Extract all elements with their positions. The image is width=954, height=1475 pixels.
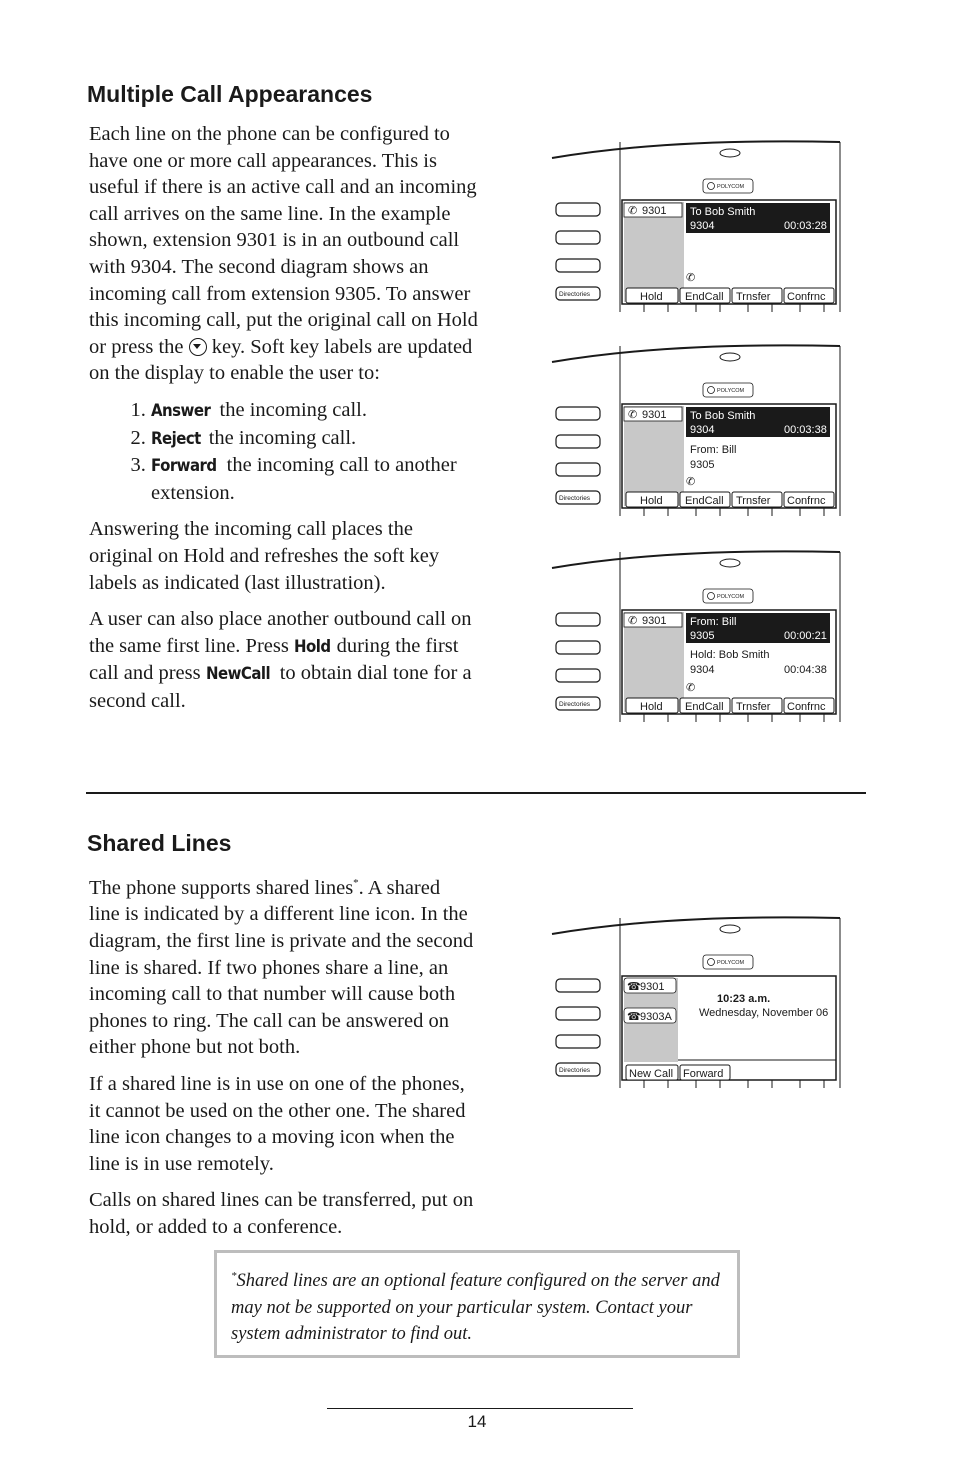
call-number: 9304 — [690, 220, 715, 232]
softkey-endcall: EndCall — [685, 701, 724, 713]
line-key-label-private: 9301 — [640, 981, 665, 993]
paragraph-text: Each line on the phone can be configured to have one or more call appearances. This is useful if there is an active call and an incoming call arrives on the same line. In the example shown, extension 9301 is in an outbound call with 9304. The second diagram shows an incoming call from extension 9305. To answer this incoming call, put the original call on Hold or press the — [89, 123, 478, 358]
polycom-logo: POLYCOM — [717, 594, 745, 600]
softkey-label-answer: Answer — [151, 400, 211, 421]
paragraph-text: to obtain dial tone for a second call. — [89, 662, 472, 712]
line-key-label-shared: 9303A — [640, 1011, 672, 1023]
softkey-forward: Forward — [683, 1068, 724, 1080]
paragraph-text: key. Soft key labels are updated on the display to enable the user to: — [89, 335, 473, 385]
incoming-party: From: Bill — [690, 444, 737, 456]
paragraph-text: The phone supports shared lines — [89, 876, 354, 899]
section1-body — [89, 121, 479, 724]
held-number: 9304 — [690, 664, 715, 676]
softkey-conference: Confrnc — [787, 291, 826, 303]
down-arrow-key-icon — [189, 338, 207, 356]
phone-diagram-2 — [550, 340, 842, 516]
directories-key: Directories — [559, 1067, 591, 1074]
handset-icon: ✆ — [686, 682, 696, 694]
line-key-label: 9301 — [642, 615, 667, 627]
phone-diagram-1 — [550, 136, 842, 312]
list-item — [151, 397, 479, 425]
idle-time: 10:23 a.m. — [717, 993, 771, 1005]
footnote-marker: * — [231, 1270, 237, 1282]
shared-line-icon: ☎ — [627, 1011, 641, 1023]
call-party: To Bob Smith — [690, 410, 756, 422]
softkey-conference: Confrnc — [787, 495, 826, 507]
directories-key: Directories — [559, 291, 591, 298]
polycom-logo: POLYCOM — [717, 388, 745, 394]
handset-icon: ✆ — [686, 272, 696, 284]
paragraph — [89, 870, 475, 1061]
softkey-label-hold: Hold — [293, 636, 331, 657]
paragraph: Calls on shared lines can be transferred, put on hold, or added to a conference. — [89, 1189, 474, 1238]
softkey-hold: Hold — [640, 701, 663, 713]
section-heading-multiple-call-appearances: Multiple Call Appearances — [87, 81, 373, 107]
held-party: Hold: Bob Smith — [690, 649, 770, 661]
handset-icon: ✆ — [686, 476, 696, 488]
list-item-text: the incoming call. — [214, 398, 367, 421]
call-party: From: Bill — [690, 616, 737, 628]
phone-diagram-3 — [550, 546, 842, 722]
call-timer: 00:00:21 — [784, 630, 827, 642]
footnote-box — [214, 1250, 740, 1358]
call-timer: 00:03:28 — [784, 220, 827, 232]
directories-key: Directories — [559, 701, 591, 708]
softkey-options-list — [89, 397, 479, 506]
softkey-transfer: Trnsfer — [736, 701, 771, 713]
list-item-text: the incoming call. — [203, 426, 357, 449]
paragraph-text: during the first call and press — [89, 634, 459, 685]
footnote-marker: * — [353, 877, 359, 889]
paragraph — [89, 606, 479, 714]
softkey-hold: Hold — [640, 291, 663, 303]
section2-body — [89, 870, 475, 1251]
line-key-label: 9301 — [642, 205, 667, 217]
section-heading-shared-lines: Shared Lines — [87, 830, 232, 856]
softkey-transfer: Trnsfer — [736, 291, 771, 303]
section-divider — [86, 792, 866, 794]
phone-icon: ✆ — [628, 615, 638, 627]
list-item — [151, 452, 479, 506]
directories-key: Directories — [559, 495, 591, 502]
call-party: To Bob Smith — [690, 206, 756, 218]
softkey-label-newcall: NewCall — [205, 664, 270, 685]
phone-diagram-shared-lines — [550, 912, 842, 1088]
incoming-number: 9305 — [690, 459, 715, 471]
softkey-label-forward: Forward — [151, 456, 217, 477]
list-item-text: the incoming call to another extension. — [151, 454, 457, 504]
softkey-endcall: EndCall — [685, 495, 724, 507]
page-number: 14 — [467, 1412, 487, 1431]
footer-rule — [327, 1408, 633, 1409]
softkey-new-call: New Call — [629, 1068, 674, 1080]
paragraph — [89, 121, 479, 387]
private-line-icon: ☎ — [627, 981, 641, 993]
softkey-hold: Hold — [640, 495, 663, 507]
paragraph-text: . A shared line is indicated by a different line icon. In the diagram, the first line is private and the second line is shared. If two phones share a line, an incoming call to that number will cause both phones to ring. The call can be answered on either phone but not both. — [89, 876, 474, 1059]
ringing-phone-icon: ✆ — [628, 409, 638, 421]
paragraph-text: A user can also place another outbound call on the same first line. Press — [89, 608, 472, 657]
softkey-conference: Confrnc — [787, 701, 826, 713]
line-key-label: 9301 — [642, 409, 667, 421]
list-item — [151, 425, 479, 453]
call-timer: 00:03:38 — [784, 424, 827, 436]
idle-date: Wednesday, November 06 — [699, 1007, 829, 1019]
paragraph: Answering the incoming call places the original on Hold and refreshes the soft key labels as indicated (last illustration). — [89, 518, 440, 594]
phone-icon: ✆ — [628, 205, 638, 217]
softkey-endcall: EndCall — [685, 291, 724, 303]
call-number: 9305 — [690, 630, 715, 642]
polycom-logo: POLYCOM — [717, 184, 745, 190]
call-number: 9304 — [690, 424, 715, 436]
footnote-text — [231, 1263, 721, 1348]
paragraph: If a shared line is in use on one of the phones, it cannot be used on the other one. The shared line icon changes to a moving icon when the line is in use remotely. — [89, 1072, 466, 1175]
polycom-logo: POLYCOM — [717, 960, 745, 966]
held-timer: 00:04:38 — [784, 664, 827, 676]
footnote-body: Shared lines are an optional feature configured on the server and may not be supported on your particular system. Contact your system administrator to find out. — [231, 1271, 720, 1345]
softkey-label-reject: Reject — [151, 428, 201, 449]
softkey-transfer: Trnsfer — [736, 495, 771, 507]
